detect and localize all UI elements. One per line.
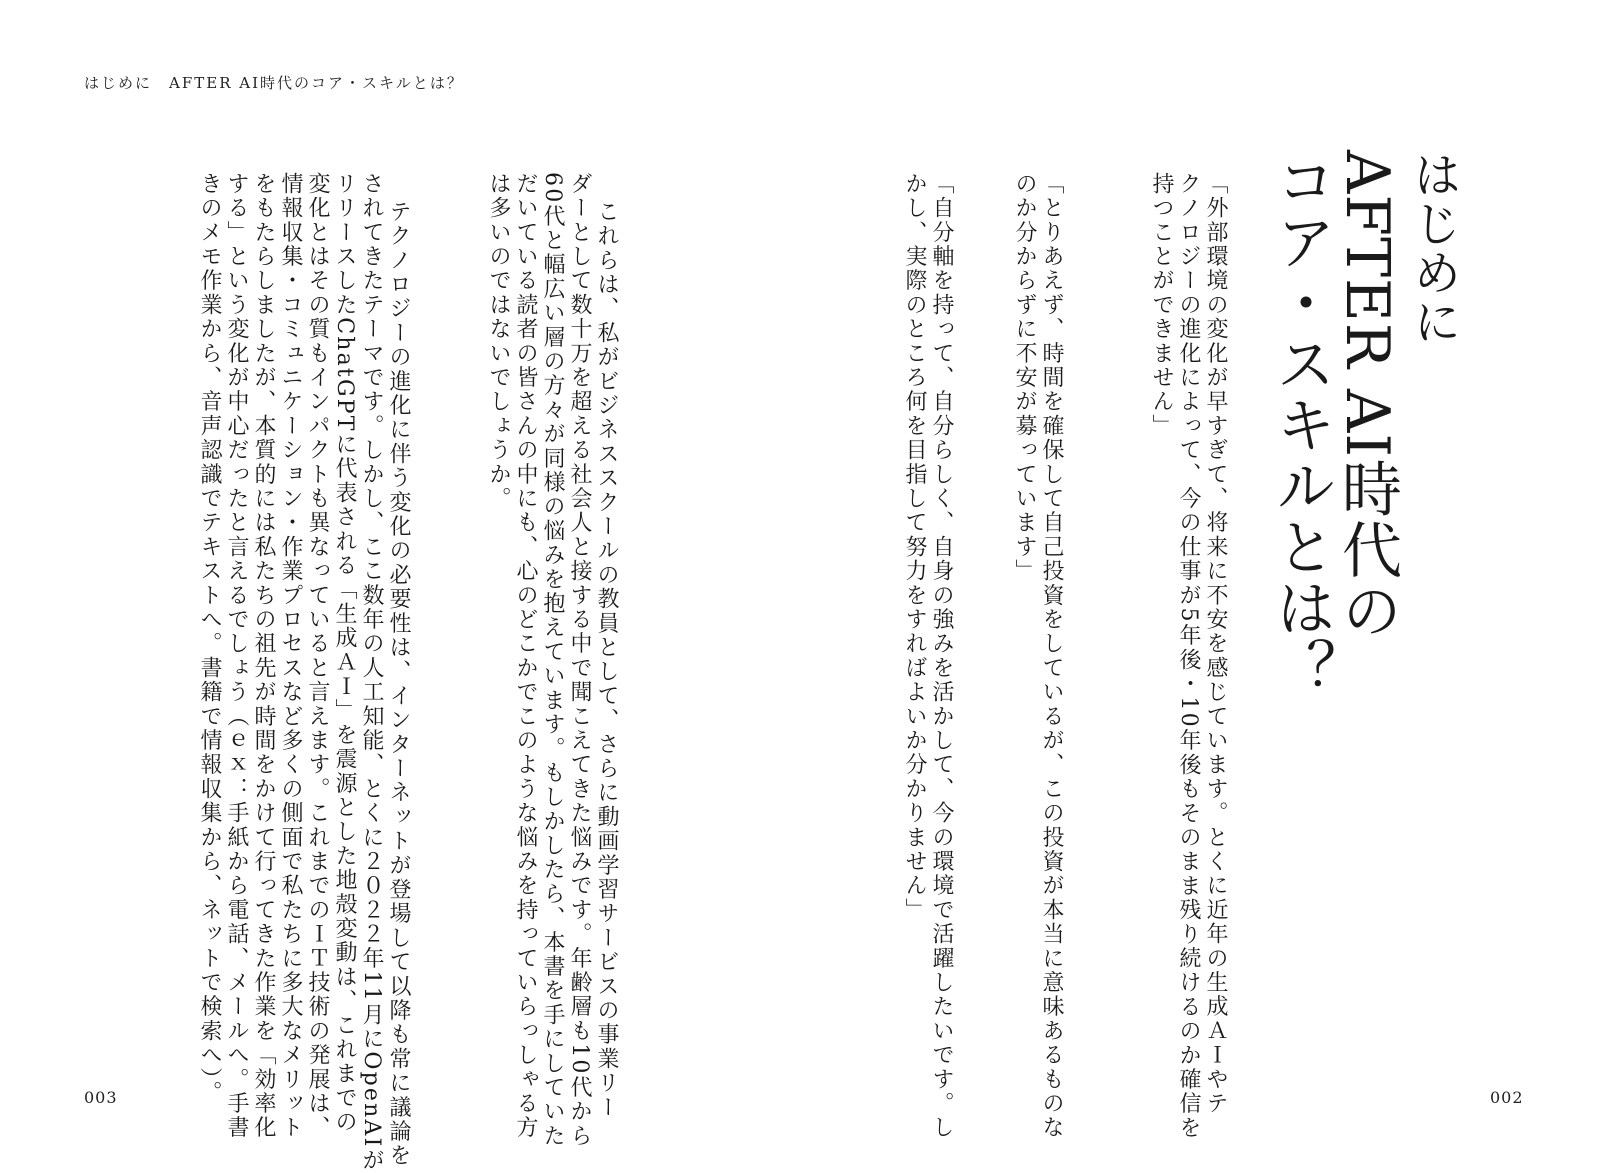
quote-2-line: のか分からずに不安が募っています」	[1012, 172, 1037, 584]
quote-1-line: 「外部環境の変化が早すぎて、将来に不安を感じています。とくに近年の生成ＡＩやテ	[1203, 172, 1228, 1116]
paragraph-1-line: 60代と幅広い層の方々が同様の悩みを抱えています。もしかしたら、本書を手にしていた	[540, 172, 565, 1149]
quote-3	[893, 172, 955, 1140]
chapter-title	[1266, 150, 1466, 1030]
paragraph-1-line: は多いのではないでしょうか。	[486, 172, 511, 511]
paragraph-2	[112, 172, 412, 1173]
paragraph-2-line: リリースしたChatGPTに代表される「生成ＡＩ」を震源とした地殻変動は、これまでの	[332, 172, 357, 1135]
page-number-left: 003	[84, 1088, 118, 1107]
paragraph-1-line: だいている読者の皆さんの中にも、心のどこかでこのような悩みを持っていらっしゃる方	[513, 172, 538, 1140]
running-head: はじめに AFTER AI時代のコア・スキルとは？	[84, 74, 464, 92]
quote-2	[1003, 172, 1065, 1140]
paragraph-1-line: これらは、私がビジネススクールの教員として、さらに動画学習サービスの事業リー	[594, 200, 619, 1120]
page-number-right: 002	[1490, 1088, 1524, 1107]
chapter-title-line-2: コア・スキルとは？	[1266, 150, 1336, 699]
quote-1-line: クノロジーの進化によって、今の仕事が5年後・10年後もそのまま残り続けるのか確信を	[1176, 172, 1201, 1141]
chapter-title-line-1: AFTER AI時代の	[1332, 150, 1402, 642]
paragraph-2-line: 変化とはその質もインパクトも異なっていると言えます。これまでのＩＴ技術の発展は、	[305, 172, 330, 1140]
paragraph-2-line: テクノロジーの進化に伴う変化の必要性は、インターネットが登場して以降も常に議論を	[386, 200, 411, 1168]
quote-3-line: かし、実際のところ何を目指して努力をすればよいか分かりません」	[902, 172, 927, 923]
chapter-label: はじめに	[1405, 150, 1461, 346]
quote-2-line: 「とりあえず、時間を確保して自己投資をしているが、この投資が本当に意味あるものな	[1039, 172, 1064, 1140]
paragraph-2-line: 情報収集・コミュニケーション・作業プロセスなど多くの側面で私たちに多大なメリット	[278, 172, 303, 1140]
quote-3-line: 「自分軸を持って、自分らしく、自身の強みを活かして、今の環境で活躍したいです。し	[929, 172, 954, 1140]
paragraph-2-line: をもたらしましたが、本質的には私たちの祖先が時間をかけて行ってきた作業を「効率化	[251, 172, 276, 1140]
paragraph-1-line: ダーとして数十万を超える社会人と接する中で聞こえてきた悩みです。年齢層も10代から	[567, 172, 592, 1149]
paragraph-2-line: する」という変化が中心だったと言えるでしょう（ｅｘ：手紙から電話、メールへ。手書	[224, 172, 249, 1140]
quote-1	[1139, 172, 1229, 1141]
quote-1-line: 持つことができません」	[1149, 172, 1174, 439]
paragraph-1	[445, 172, 620, 1149]
paragraph-2-line: されてきたテーマです。しかし、ここ数年の人工知能、とくに２０２２年11月にOpenAIが	[359, 172, 384, 1173]
paragraph-2-line: きのメモ作業から、音声認識でテキストへ。書籍で情報収集から、ネットで検索へ）。	[197, 172, 222, 1105]
